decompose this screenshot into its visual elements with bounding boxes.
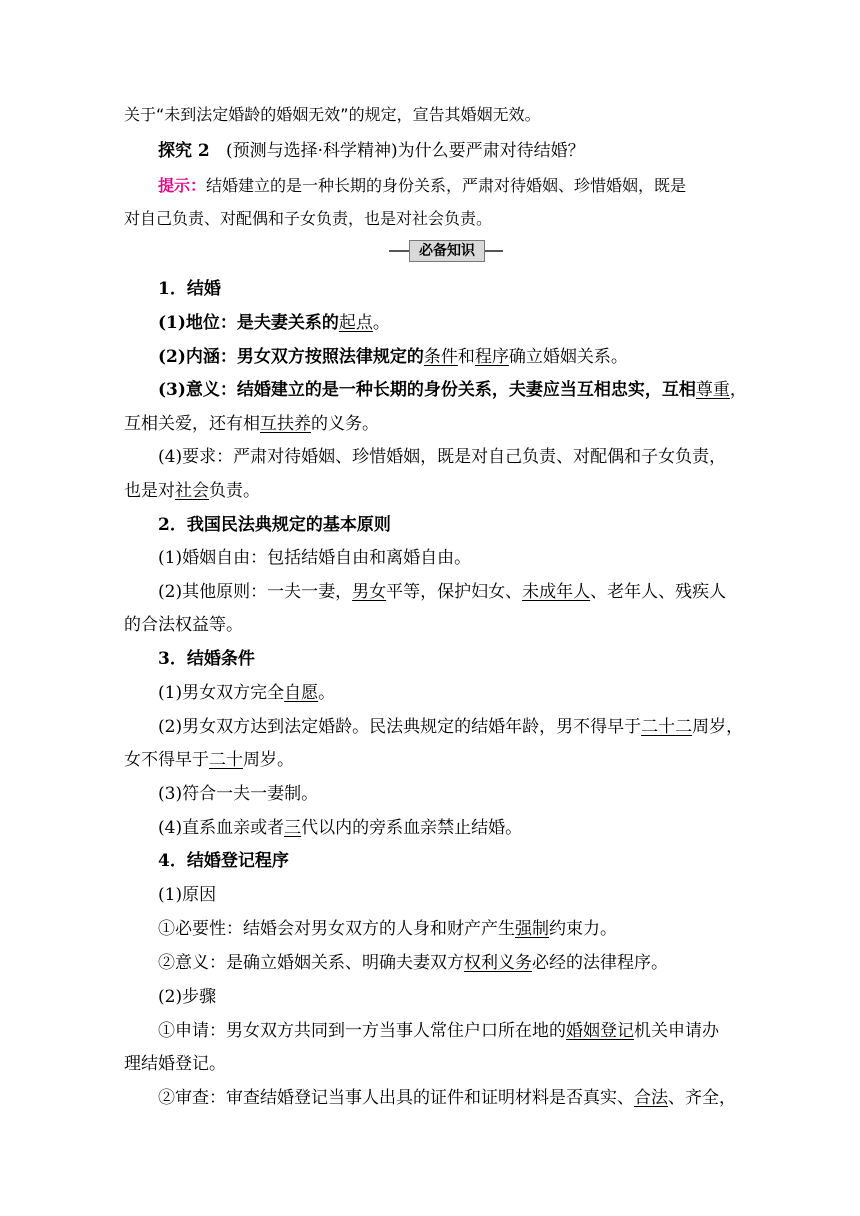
s2-p2-cont: 的合法权益等。 — [124, 615, 243, 635]
s3-p2-blank-2: 二十 — [209, 750, 243, 770]
s4-step-2 — [158, 1086, 740, 1110]
s1-p3-cont — [124, 412, 740, 436]
s1-p4-blank: 社会 — [175, 481, 209, 501]
s4-r2-b: 必经的法律程序。 — [532, 953, 668, 973]
explore-2-question-text: (预测与选择·科学精神)为什么要严肃对待结婚？ — [225, 141, 585, 161]
s3-p1-b: 。 — [318, 683, 336, 703]
s2-p2 — [158, 580, 740, 604]
s4-r1-a: ①必要性：结婚会对男女双方的人身和财产产生 — [158, 919, 515, 939]
s4-reason-2 — [158, 951, 740, 975]
explore-2-question — [158, 139, 740, 163]
section-header — [389, 240, 503, 262]
s1-p3-a: (3)意义：结婚建立的是一种长期的身份关系，夫妻应当互相忠实，互相 — [158, 380, 696, 400]
s3-p2-blank-1: 二十二 — [641, 717, 693, 737]
s3-p1-blank: 自愿 — [284, 683, 319, 703]
s3-p1 — [158, 681, 740, 705]
s4-st1-blank: 婚姻登记 — [566, 1021, 634, 1041]
s3-p4-blank: 三 — [284, 818, 302, 838]
s3-p4-a: (4)直系血亲或者 — [158, 818, 285, 838]
s3-p2-cont — [124, 748, 740, 772]
s4-r2-blank: 权利义务 — [464, 953, 532, 973]
s1-p3-blank-2: 互扶养 — [260, 414, 311, 434]
s3-p4 — [158, 816, 740, 840]
s3-p2-d: 周岁。 — [243, 750, 294, 770]
s4-step-1 — [158, 1019, 740, 1043]
s1-p4-b: 也是对 — [124, 481, 175, 501]
s1-p2 — [158, 345, 740, 369]
s1-p3-d: 的义务。 — [311, 414, 379, 434]
hint-line-2: 对自己负责、对配偶和子女负责，也是对社会负责。 — [124, 209, 493, 228]
explore-2-label: 探究 2 — [158, 141, 210, 161]
s1-p2-a: (2)内涵：男女双方按照法律规定的 — [158, 347, 424, 367]
intro-tail-text: 关于“未到法定婚龄的婚姻无效”的规定，宣告其婚姻无效。 — [124, 105, 541, 124]
s4-r1-b: 约束力。 — [549, 919, 617, 939]
s3-p2-c: 女不得早于 — [124, 750, 209, 770]
s1-p2-c: 确立婚姻关系。 — [508, 347, 628, 367]
s4-r1-blank: 强制 — [515, 919, 549, 939]
s1-title: 1．结婚 — [158, 279, 221, 299]
s4-reason-title: (1)原因 — [158, 885, 217, 905]
s3-title: 3．结婚条件 — [158, 649, 255, 669]
s1-p1 — [158, 311, 740, 335]
s4-st1-b: 机关申请办 — [634, 1021, 719, 1041]
s3-p1-a: (1)男女双方完全 — [158, 683, 285, 703]
s3-p4-b: 代以内的旁系血亲禁止结婚。 — [301, 818, 523, 838]
s1-p3-blank-1: 尊重 — [695, 380, 730, 400]
s1-p4-cont — [124, 479, 740, 503]
s1-p1-a: (1)地位：是夫妻关系的 — [158, 313, 339, 333]
s1-p2-blank-1: 条件 — [423, 347, 458, 367]
s2-p2-blank-1: 男女 — [352, 582, 387, 602]
s1-p3 — [158, 378, 747, 402]
s3-p3: (3)符合一夫一妻制。 — [158, 784, 319, 804]
s1-p2-b: 和 — [457, 347, 475, 367]
s4-reason-1 — [158, 917, 740, 941]
section-header-label: 必备知识 — [409, 240, 485, 262]
s4-st2-blank: 合法 — [634, 1088, 668, 1108]
s4-steps-title: (2)步骤 — [158, 987, 217, 1007]
s3-p2-a: (2)男女双方达到法定婚龄。民法典规定的结婚年龄，男不得早于 — [158, 717, 642, 737]
s1-p1-b: 。 — [372, 313, 390, 333]
s1-p3-c: 互相关爱，还有相 — [124, 414, 260, 434]
s4-st1-a: ①申请：男女双方共同到一方当事人常住户口所在地的 — [158, 1021, 566, 1041]
s4-step-1-cont: 理结婚登记。 — [124, 1054, 226, 1074]
s3-p2 — [158, 715, 744, 739]
s2-p1: (1)婚姻自由：包括结婚自由和离婚自由。 — [158, 548, 472, 568]
s2-title: 2．我国民法典规定的基本原则 — [158, 515, 391, 535]
hint-line-1 — [158, 174, 740, 198]
s2-p2-b: 平等，保护妇女、 — [386, 582, 523, 602]
s2-p2-c: 、老年人、残疾人 — [590, 582, 727, 602]
s4-r2-a: ②意义：是确立婚姻关系、明确夫妻双方 — [158, 953, 464, 973]
s2-p2-a: (2)其他原则：一夫一妻， — [158, 582, 353, 602]
s1-p2-blank-2: 程序 — [474, 347, 509, 367]
s1-p3-b: ， — [729, 380, 747, 400]
s4-st2-b: 、齐全， — [668, 1088, 736, 1108]
s1-p4: (4)要求：严肃对待婚姻、珍惜婚姻，既是对自己负责、对配偶和子女负责， — [158, 447, 727, 467]
s2-p2-blank-2: 未成年人 — [522, 582, 591, 602]
s1-p1-blank: 起点 — [338, 313, 373, 333]
s3-p2-b: 周岁， — [692, 717, 744, 737]
s1-p4-c: 负责。 — [209, 481, 260, 501]
hint-label: 提示： — [158, 176, 207, 195]
s4-st2-a: ②审查：审查结婚登记当事人出具的证件和证明材料是否真实、 — [158, 1088, 634, 1108]
hint-text-1: 结婚建立的是一种长期的身份关系，严肃对待婚姻、珍惜婚姻，既是 — [206, 176, 687, 195]
s4-title: 4．结婚登记程序 — [158, 851, 289, 871]
